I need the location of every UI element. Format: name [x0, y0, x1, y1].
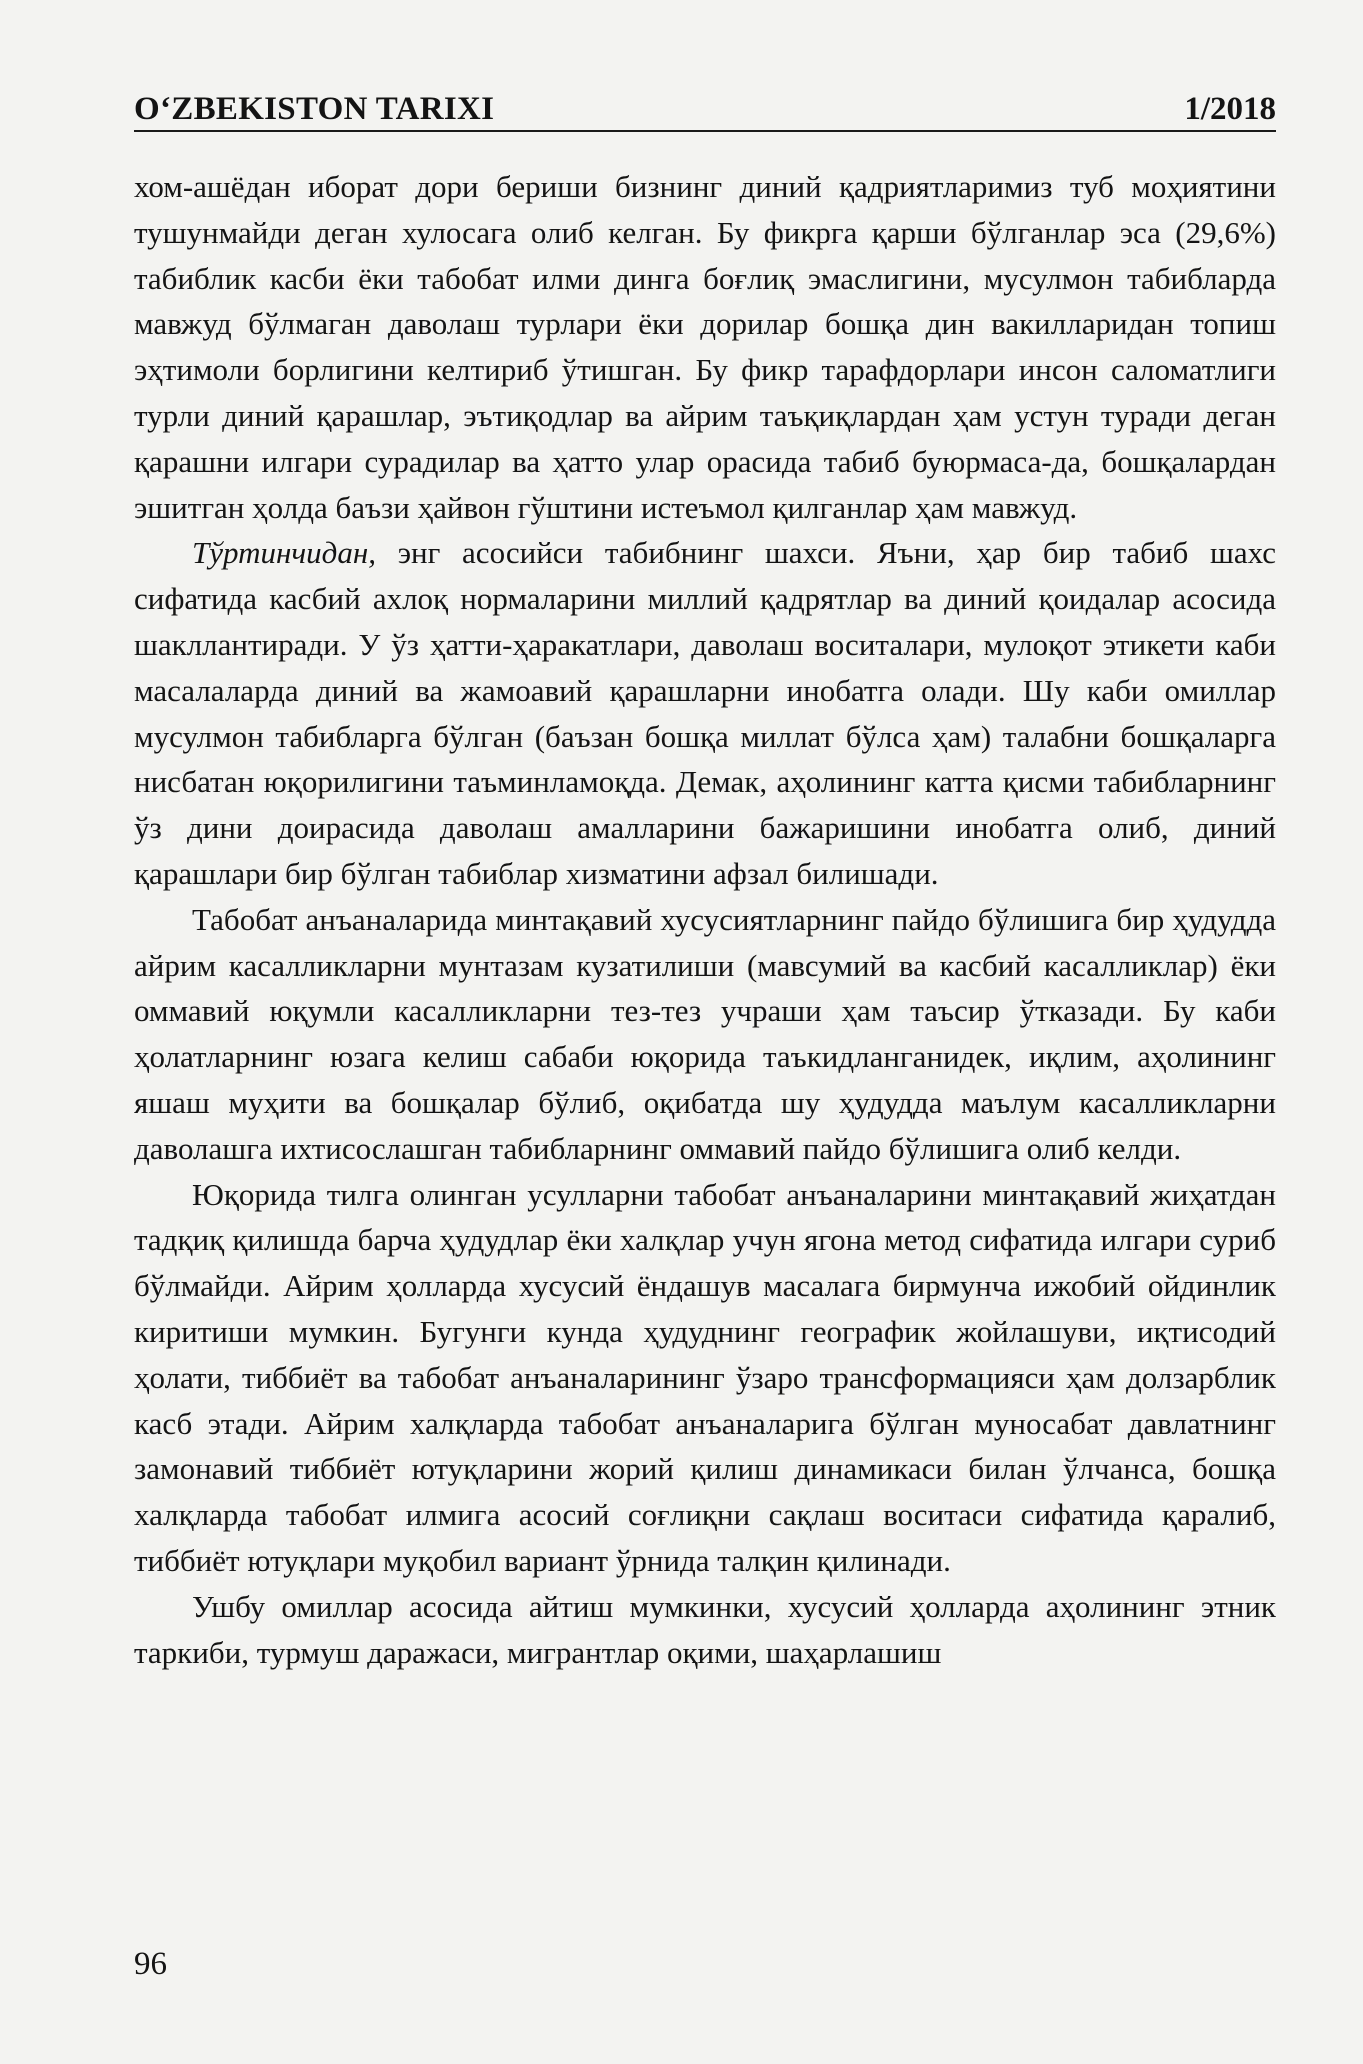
paragraph-3-text: Табобат анъаналарида минтақавий хусусиятларнинг пайдо бўлишига бир ҳудудда айрим касалликларни мунтазам кузатилиши (мавсумий ва касбий касалликлар) ёки оммавий юқумли касалликларни тез-тез учраши ҳам таъсир ўтказади. Бу каби ҳолатларнинг юзага келиш сабаби юқорида таъкидланганидек, иқлим, аҳолининг яшаш муҳити ва бошқалар бўлиб, оқибатда шу ҳудудда маълум касалликларни даволашга ихтисослашган табибларнинг оммавий пайдо бўлишига олиб келди.	[134, 901, 1276, 1166]
running-header	[134, 86, 1276, 132]
paragraph-1	[134, 164, 1276, 530]
paragraph-4	[134, 1172, 1276, 1584]
paragraph-5	[134, 1584, 1276, 1676]
paragraph-4-text: Юқорида тилга олинган усулларни табобат анъаналарини минтақавий жиҳатдан тадқиқ қилишда барча ҳудудлар ёки халқлар учун ягона метод сифатида илгари суриб бўлмайди. Айрим ҳолларда хусусий ёндашув масалага бирмунча ижобий ойдинлик киритиши мумкин. Бугунги кунда ҳудуднинг географик жойлашуви, иқтисодий ҳолати, тиббиёт ва табобат анъаналарининг ўзаро трансформацияси ҳам долзарблик касб этади. Айрим халқларда табобат анъаналарига бўлган муносабат давлатнинг замонавий тиббиёт ютуқларини жорий қилиш динамикаси билан ўлчанса, бошқа халқларда табобат илмига асосий соғлиқни сақлаш воситаси сифатида қаралиб, тиббиёт ютуқлари муқобил вариант ўрнида талқин қилинади.	[134, 1176, 1276, 1578]
journal-title: O‘ZBEKISTON TARIXI	[134, 91, 495, 127]
paragraph-2-text: энг асосийси табибнинг шахси. Яъни, ҳар бир табиб шахс сифатида касбий ахлоқ нормаларини миллий қадрятлар ва диний қоидалар асосида шакллантиради. У ўз ҳатти-ҳаракатлари, даволаш воситалари, мулоқот этикети каби масалаларда диний ва жамоавий қарашларни инобатга олади. Шу каби омиллар мусулмон табибларга бўлган (баъзан бошқа миллат бўлса ҳам) талабни бошқаларга нисбатан юқорилигини таъминламоқда. Демак, аҳолининг катта қисми табибларнинг ўз дини доирасида даволаш амалларини бажаришини инобатга олиб, диний қарашлари бир бўлган табиблар хизматини афзал билишади.	[134, 535, 1276, 891]
issue-number: 1/2018	[1184, 91, 1276, 127]
article-body	[134, 164, 1276, 1675]
paragraph-1-text: хом-ашёдан иборат дори бериши бизнинг диний қадриятларимиз туб моҳиятини тушунмайди деган хулосага олиб келган. Бу фикрга қарши бўлганлар эса (29,6%) табиблик касби ёки табобат илми динга боғлиқ эмаслигини, мусулмон табибларда мавжуд бўлмаган даволаш турлари ёки дорилар бошқа дин вакилларидан топиш эҳтимоли борлигини келтириб ўтишган. Бу фикр тарафдорлари инсон саломатлиги турли диний қарашлар, эътиқодлар ва айрим таъқиқлардан ҳам устун туради деган қарашни илгари сурадилар ва ҳатто улар орасида табиб буюрмаса-да, бошқалардан эшитган ҳолда баъзи ҳайвон гўштини истеъмол қилганлар ҳам мавжуд.	[134, 169, 1276, 525]
page-number: 96	[134, 1946, 167, 1982]
paragraph-2-lead: Тўртинчидан,	[192, 535, 376, 571]
paragraph-5-text: Ушбу омиллар асосида айтиш мумкинки, хусусий ҳолларда аҳолининг этник таркиби, турмуш даражаси, мигрантлар оқими, шаҳарлашиш	[134, 1588, 1276, 1670]
paragraph-2	[134, 530, 1276, 896]
paragraph-3	[134, 897, 1276, 1172]
